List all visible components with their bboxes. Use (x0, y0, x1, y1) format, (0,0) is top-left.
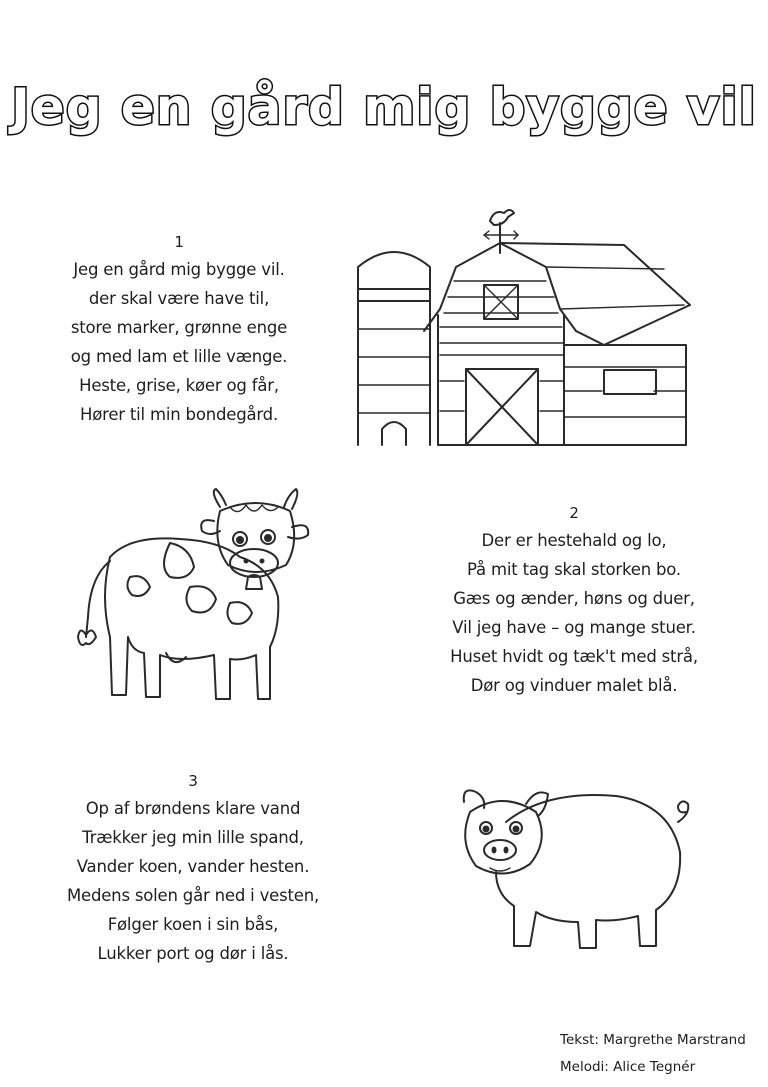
cow-illustration (70, 487, 320, 716)
verse-line: Gæs og ænder, høns og duer, (453, 589, 695, 608)
verse-line: Hører til min bondegård. (80, 405, 278, 424)
verse-line: der skal være have til, (88, 289, 270, 308)
verse-line: Trækker jeg min lille spand, (82, 828, 304, 847)
page-title (0, 72, 768, 142)
verse-line: og med lam et lille vænge. (70, 347, 288, 366)
verse-number: 2 (569, 504, 579, 522)
verse-line: Der er hestehald og lo, (481, 531, 667, 550)
verse-line: Op af brøndens klare vand (85, 799, 301, 818)
barn-illustration (354, 205, 694, 454)
cow-body (78, 538, 278, 699)
verse-line: Huset hvidt og tæk't med strå, (450, 647, 698, 666)
silo-shape (358, 252, 430, 445)
verse-line: Medens solen går ned i vesten, (66, 886, 320, 905)
verse-line: Jeg en gård mig bygge vil. (73, 260, 285, 279)
credits (560, 1027, 765, 1081)
verse-3 (48, 768, 338, 968)
pig-illustration (456, 782, 696, 961)
verse-number: 3 (188, 772, 198, 790)
verse-line: store marker, grønne enge (70, 318, 288, 337)
verse-line: Følger koen i sin bås, (107, 915, 279, 934)
verse-line: Lukker port og dør i lås. (97, 944, 289, 963)
pig-body (464, 790, 689, 948)
barn-building (424, 243, 690, 445)
page-title-text: Jeg en gård mig bygge vil (11, 78, 757, 136)
verse-line: Vil jeg have – og mange stuer. (452, 618, 696, 637)
cow-head (201, 489, 308, 589)
verse-line: På mit tag skal storken bo. (467, 560, 681, 579)
verse-line: Dør og vinduer malet blå. (470, 676, 678, 695)
verse-number: 1 (174, 233, 184, 251)
credits-text-author: Tekst: Margrethe Marstrand (560, 1032, 746, 1048)
verse-line: Heste, grise, køer og får, (79, 376, 279, 395)
credits-melody-author: Melodi: Alice Tegnér (560, 1059, 696, 1075)
weathervane-icon (484, 210, 518, 253)
verse-2 (440, 500, 708, 700)
verse-line: Vander koen, vander hesten. (76, 857, 310, 876)
verse-1 (48, 229, 310, 429)
